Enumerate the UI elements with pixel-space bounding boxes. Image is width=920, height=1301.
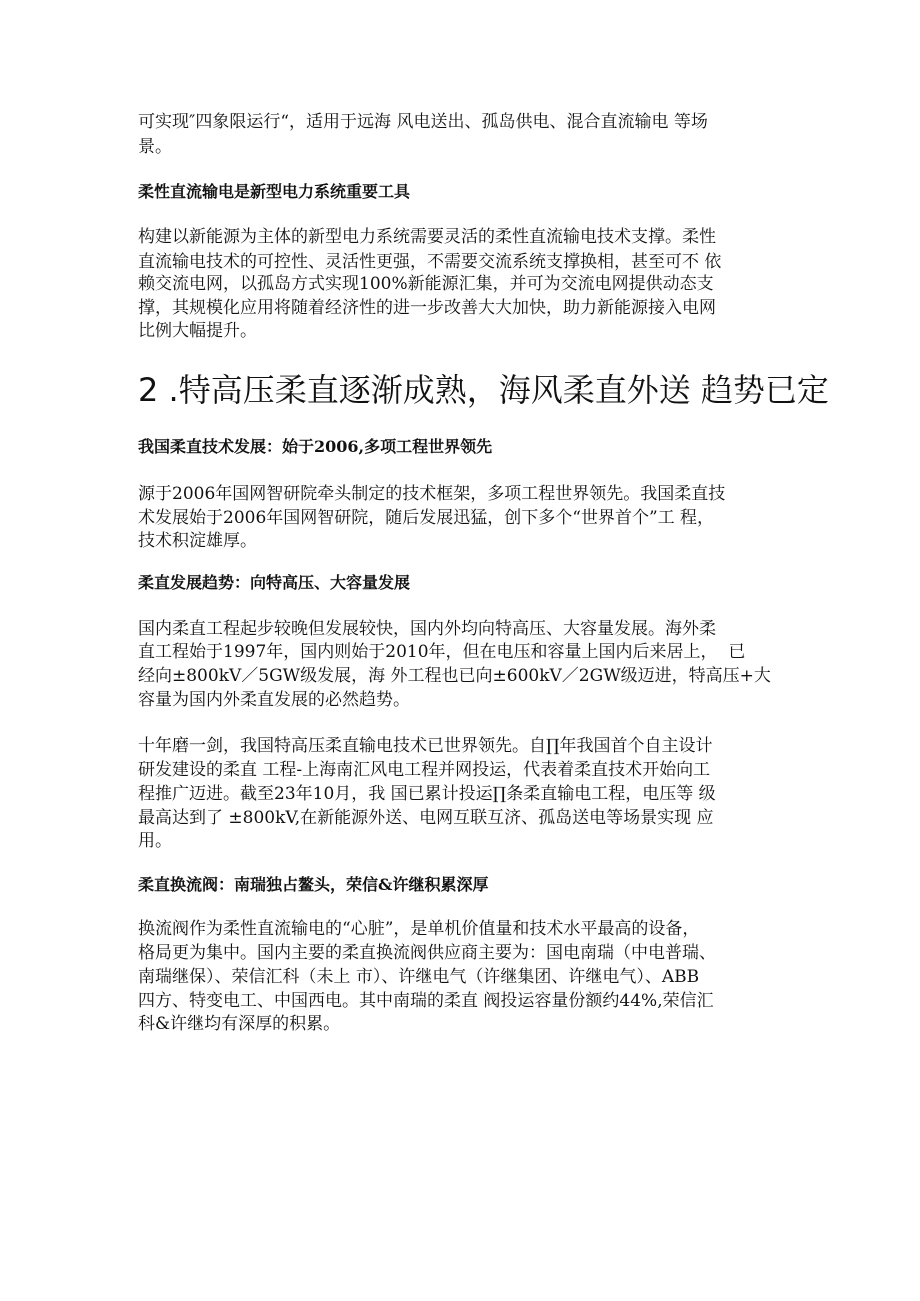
chapter-heading: 2 .特高压柔直逐渐成熟，海风柔直外送 趋势已定 xyxy=(138,371,829,409)
body-text-line: 四方、特变电工、中国西电。其中南瑞的柔直 阀投运容量份额约44%,荣信汇 xyxy=(138,991,714,1011)
body-text-line: 可实现″四象限运行“，适用于远海 风电送出、孤岛供电、混合直流输电 等场 xyxy=(138,112,708,132)
body-text-line: 换流阀作为柔性直流输电的“心脏”，是单机价值量和技术水平最高的设备， xyxy=(138,919,700,939)
body-text-line: 景。 xyxy=(138,137,172,157)
body-text-line: 研发建设的柔直 工程-上海南汇风电工程并网投运，代表着柔直技术开始向工 xyxy=(138,760,711,780)
body-text-line: 构建以新能源为主体的新型电力系统需要灵活的柔性直流输电技术支撑。柔性 xyxy=(138,227,716,247)
body-text-line: 经向±800kV／5GW级发展，海 外工程也已向±600kV／2GW级迈进，特高压+大 xyxy=(138,666,771,686)
body-text-line: 直工程始于1997年，国内则始于2010年，但在电压和容量上国内后来居上， 已 xyxy=(138,642,746,662)
body-text-line: 赖交流电网，以孤岛方式实现100%新能源汇集，并可为交流电网提供动态支 xyxy=(138,274,714,294)
body-text-line: 容量为国内外柔直发展的必然趋势。 xyxy=(138,690,410,710)
body-text-line: 格局更为集中。国内主要的柔直换流阀供应商主要为：国电南瑞（中电普瑞、 xyxy=(138,943,716,963)
body-text-line: 撑，其规模化应用将随着经济性的进一步改善大大加快，助力新能源接入电网 xyxy=(138,298,716,318)
section-heading: 我国柔直技术发展：始于2006,多项工程世界领先 xyxy=(138,437,493,456)
body-text-line: 最高达到了 ±800kV,在新能源外送、电网互联互济、孤岛送电等场景实现 应 xyxy=(138,808,714,828)
section-heading: 柔直发展趋势：向特高压、大容量发展 xyxy=(138,573,411,592)
body-text-line: 南瑞继保）、荣信汇科（未上 市）、许继电气（许继集团、许继电气）、ABB xyxy=(138,967,700,987)
body-text-line: 程推广迈进。截至23年10月，我 国已累计投运∏条柔直输电工程，电压等 级 xyxy=(138,784,716,804)
body-text-line: 十年磨一剑，我国特高压柔直输电技术已世界领先。自∏年我国首个自主设计 xyxy=(138,736,713,756)
body-text-line: 直流输电技术的可控性、灵活性更强，不需要交流系统支撑换相，甚至可不 依 xyxy=(138,252,722,272)
body-text-line: 国内柔直工程起步较晚但发展较快，国内外均向特高压、大容量发展。海外柔 xyxy=(138,619,716,639)
body-text-line: 用。 xyxy=(138,831,172,851)
body-text-line: 技术积淀雄厚。 xyxy=(138,531,257,551)
body-text-line: 术发展始于2006年国网智研院，随后发展迅猛，创下多个“世界首个”工 程， xyxy=(138,508,715,528)
section-heading: 柔直换流阀：南瑞独占鳌头，荣信&许继积累深厚 xyxy=(138,875,489,894)
body-text-line: 比例大幅提升。 xyxy=(138,321,257,341)
body-text-line: 科&许继均有深厚的积累。 xyxy=(138,1014,341,1034)
section-heading: 柔性直流输电是新型电力系统重要工具 xyxy=(138,182,411,201)
body-text-line: 源于2006年国网智研院牵头制定的技术框架，多项工程世界领先。我国柔直技 xyxy=(138,484,726,504)
